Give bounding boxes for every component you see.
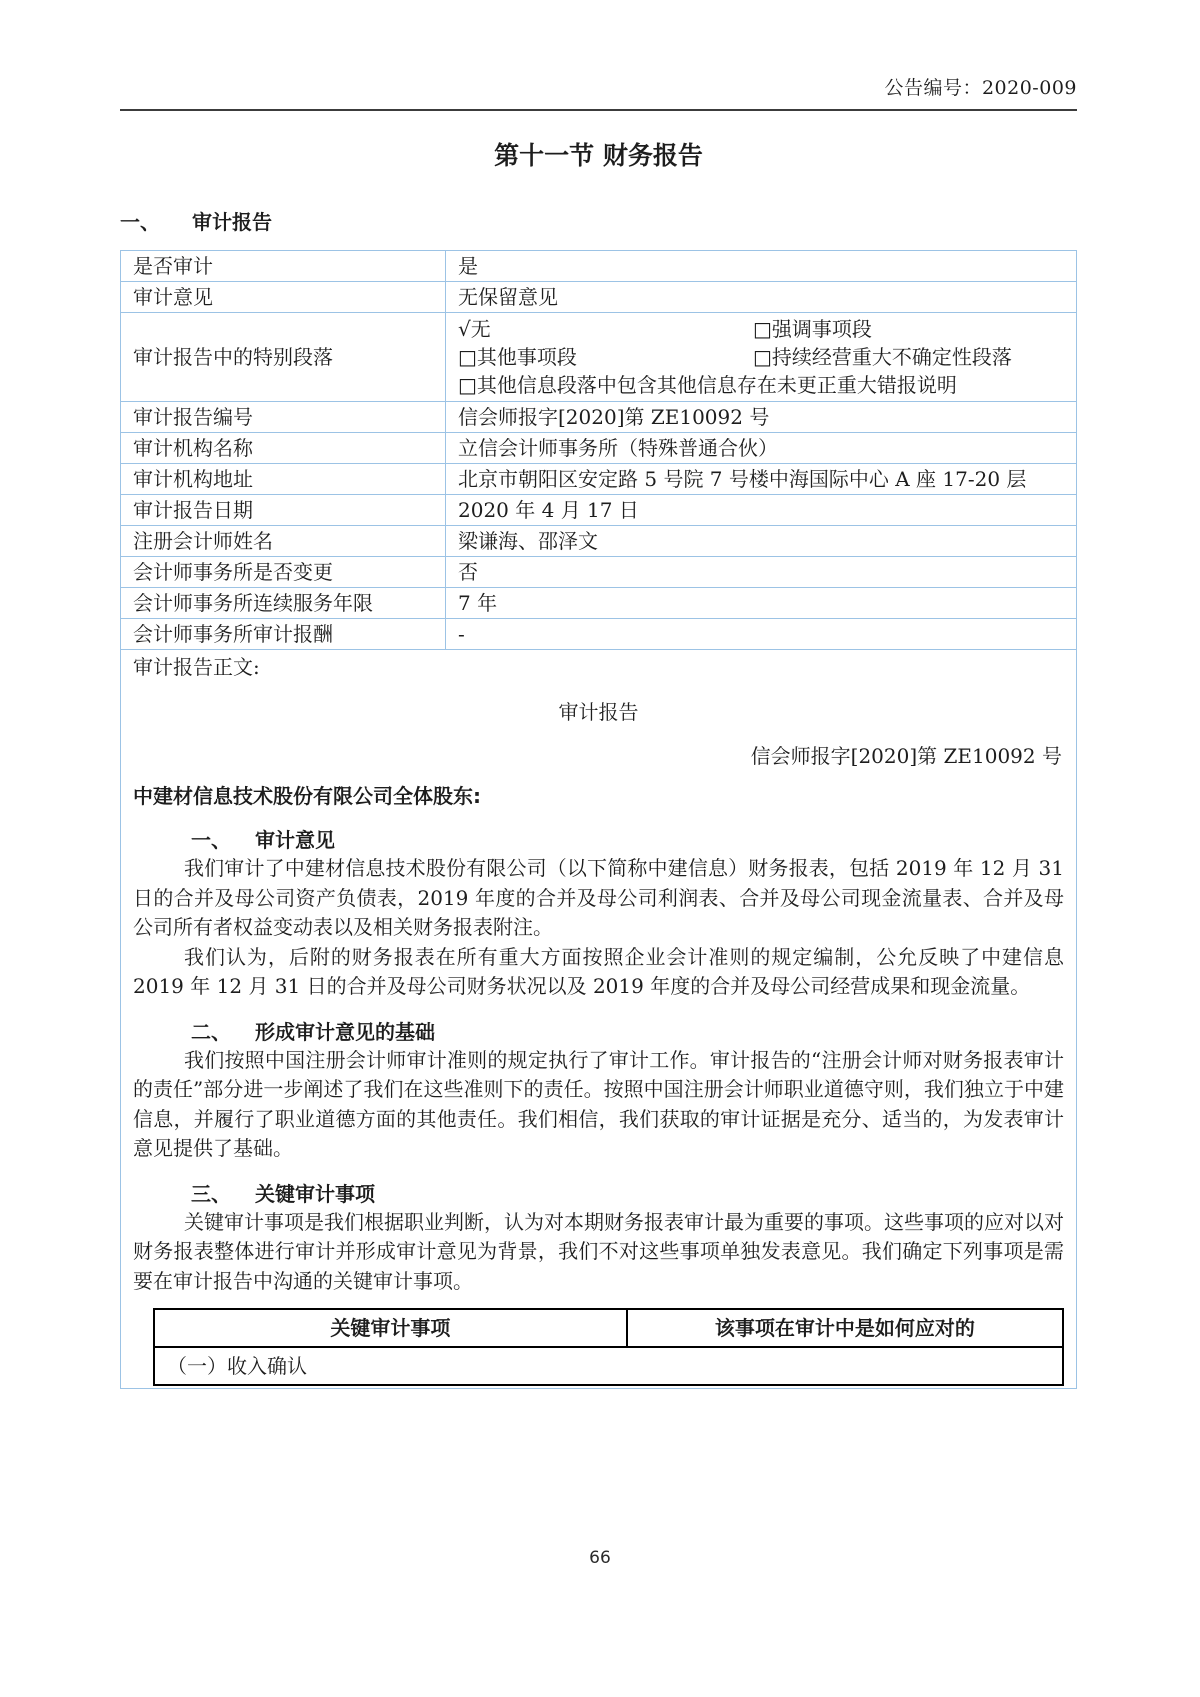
report-doc-title: 审计报告 — [558, 700, 639, 724]
table-row — [121, 588, 1077, 619]
table-row — [121, 402, 1077, 433]
row-label: 是否审计 — [121, 251, 446, 282]
report-doc-number: 信会师报字[2020]第 ZE10092 号 — [750, 744, 1062, 768]
kam-header-cell: 关键审计事项 — [154, 1309, 627, 1347]
table-row — [121, 251, 1077, 282]
report-paragraph: 我们认为，后附的财务报表在所有重大方面按照企业会计准则的规定编制，公允反映了中建信息 2019 年 12 月 31 日的合并及母公司财务状况以及 2019 年度的合并及母公司经营成果和现金流量。 — [133, 944, 1064, 998]
page-number: 66 — [589, 1548, 611, 1568]
row-label: 审计报告编号 — [121, 402, 446, 433]
row-value: 立信会计师事务所（特殊普通合伙） — [446, 433, 1077, 464]
row-value: 北京市朝阳区安定路 5 号院 7 号楼中海国际中心 A 座 17-20 层 — [446, 464, 1077, 495]
row-label: 审计报告日期 — [121, 495, 446, 526]
report-section-title: 审计意见 — [255, 828, 335, 852]
row-value: 2020 年 4 月 17 日 — [446, 495, 1077, 526]
report-section-heading — [133, 1180, 1064, 1208]
special-options-grid — [458, 315, 1064, 399]
header-rule — [120, 109, 1077, 111]
row-value: 是 — [446, 251, 1077, 282]
table-row — [121, 557, 1077, 588]
row-label: 会计师事务所审计报酬 — [121, 619, 446, 650]
report-paragraph: 我们按照中国注册会计师审计准则的规定执行了审计工作。审计报告的“注册会计师对财务报表审计的责任”部分进一步阐述了我们在这些准则下的责任。按照中国注册会计师职业道德守则，我们独立于中建信息，并履行了职业道德方面的其他责任。我们相信，我们获取的审计证据是充分、适当的，为发表审计意见提供了基础。 — [133, 1047, 1064, 1160]
special-option: □其他信息段落中包含其他信息存在未更正重大错报说明 — [458, 373, 957, 397]
section-heading — [120, 209, 1077, 235]
row-value: 否 — [446, 557, 1077, 588]
report-section-title: 形成审计意见的基础 — [255, 1019, 435, 1044]
kam-data-row — [154, 1347, 1063, 1385]
report-paragraph: 关键审计事项是我们根据职业判断，认为对本期财务报表审计最为重要的事项。这些事项的应对以对财务报表整体进行审计并形成审计意见为背景，我们不对这些事项单独发表意见。我们确定下列事项是需要在审计报告中沟通的关键审计事项。 — [133, 1209, 1064, 1293]
row-value: 无保留意见 — [446, 282, 1077, 313]
key-audit-matters-table — [153, 1308, 1064, 1386]
table-row — [121, 619, 1077, 650]
page-content — [120, 76, 1077, 1389]
kam-header-row — [154, 1309, 1063, 1347]
notice-number: 公告编号：2020-009 — [884, 77, 1077, 99]
row-label: 审计机构名称 — [121, 433, 446, 464]
kam-row-cell: （一）收入确认 — [154, 1347, 1063, 1385]
table-row — [121, 526, 1077, 557]
report-section-number: 三、 — [191, 1181, 231, 1206]
special-paragraphs-cell — [446, 313, 1077, 402]
report-section-number: 二、 — [191, 1019, 231, 1044]
report-body-label: 审计报告正文: — [133, 655, 260, 679]
section-title: 审计报告 — [192, 210, 272, 234]
report-section-heading — [133, 826, 1064, 854]
table-row — [121, 464, 1077, 495]
row-label: 审计机构地址 — [121, 464, 446, 495]
row-value: - — [446, 619, 1077, 650]
table-row-report-body — [121, 650, 1077, 1389]
audit-info-table — [120, 250, 1077, 1389]
special-option-checked: √无 — [458, 317, 491, 341]
special-option: □其他事项段 — [458, 345, 577, 369]
row-label: 注册会计师姓名 — [121, 526, 446, 557]
report-body-cell — [121, 650, 1077, 1389]
section-number: 一、 — [120, 210, 160, 234]
table-row — [121, 495, 1077, 526]
table-row — [121, 282, 1077, 313]
kam-header-cell: 该事项在审计中是如何应对的 — [627, 1309, 1063, 1347]
special-option: □强调事项段 — [753, 317, 872, 341]
page-title: 第十一节 财务报告 — [494, 141, 703, 170]
report-addressee: 中建材信息技术股份有限公司全体股东: — [133, 784, 481, 808]
report-section-number: 一、 — [191, 828, 231, 852]
row-value: 信会师报字[2020]第 ZE10092 号 — [446, 402, 1077, 433]
row-label: 会计师事务所是否变更 — [121, 557, 446, 588]
row-label: 会计师事务所连续服务年限 — [121, 588, 446, 619]
report-section-heading — [133, 1018, 1064, 1046]
special-option: □持续经营重大不确定性段落 — [753, 345, 1012, 369]
row-value: 梁谦海、邵泽文 — [446, 526, 1077, 557]
row-value: 7 年 — [446, 588, 1077, 619]
report-paragraph: 我们审计了中建材信息技术股份有限公司（以下简称中建信息）财务报表，包括 2019 年 12 月 31 日的合并及母公司资产负债表，2019 年度的合并及母公司利润表、合并及母公司现金流量表、合并及母公司所有者权益变动表以及相关财务报表附注。 — [133, 856, 1064, 939]
table-row-special-paragraphs — [121, 313, 1077, 402]
row-label: 审计报告中的特别段落 — [121, 313, 446, 402]
report-section-title: 关键审计事项 — [255, 1181, 375, 1206]
row-label: 审计意见 — [121, 282, 446, 313]
table-row — [121, 433, 1077, 464]
